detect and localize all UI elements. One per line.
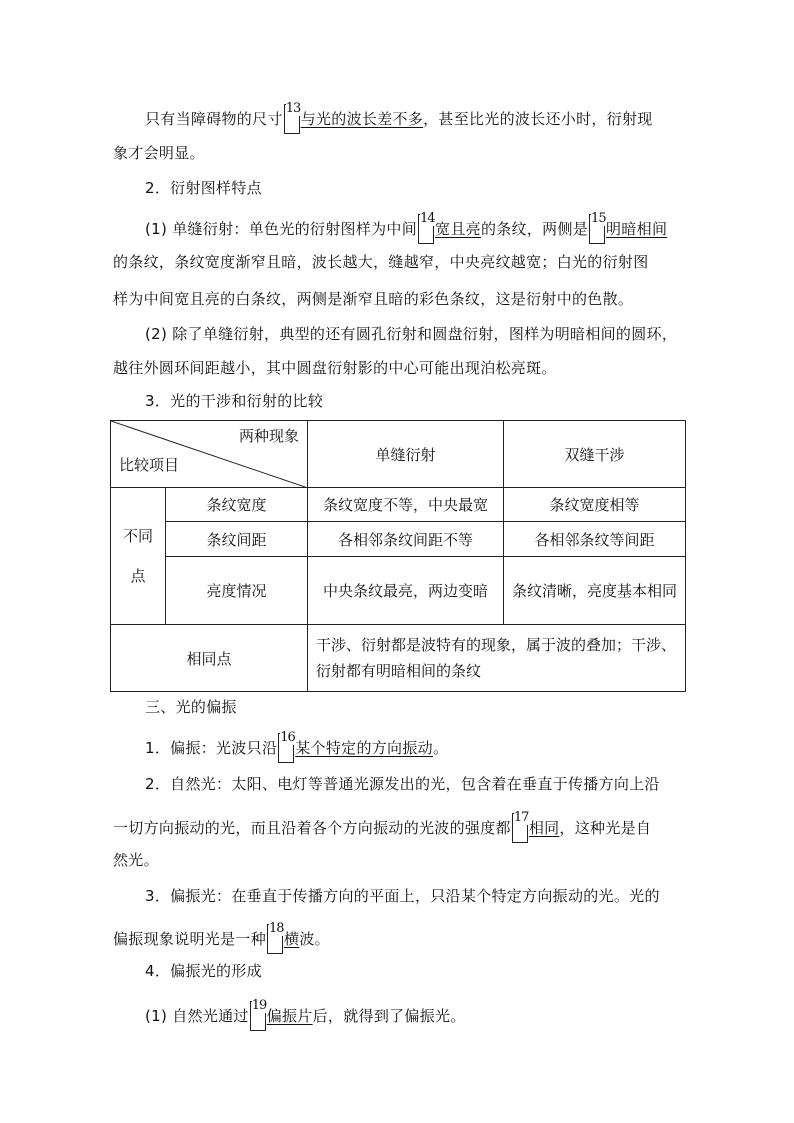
row-label-same: 相同点 — [111, 625, 308, 692]
cell-double-slit: 条纹宽度相等 — [504, 488, 686, 522]
answer-14: 宽且亮 — [435, 220, 481, 238]
paragraph-line — [113, 810, 652, 843]
paragraph-line: 样为中间宽且亮的白条纹，两侧是渐窄且暗的彩色条纹，这是衍射中的色散。 — [113, 290, 634, 308]
corner-top-label: 两种现象 — [238, 427, 299, 445]
blank-number: 19 — [251, 998, 267, 1013]
text: 象才会明显。 — [113, 144, 205, 162]
text: 后，就得到了偏振光。 — [312, 1007, 466, 1025]
blank-number: 16 — [280, 730, 295, 745]
text: 。 — [432, 739, 449, 757]
table-row — [111, 522, 686, 557]
paragraph-polarizer — [145, 998, 466, 1031]
row-label: 条纹宽度 — [166, 488, 308, 522]
answer-19: 偏振片 — [266, 1007, 313, 1025]
comparison-table — [110, 420, 686, 692]
blank-box-13 — [284, 101, 301, 134]
blank-box-18 — [267, 921, 284, 954]
cell-single-slit: 各相邻条纹间距不等 — [308, 522, 504, 557]
text: 的条纹，两侧是 — [480, 220, 589, 238]
cell-same-text: 干涉、衍射都是波特有的现象，属于波的叠加；干涉、衍射都有明暗相间的条纹 — [308, 625, 686, 692]
blank-box-16 — [278, 730, 295, 763]
text: 偏振现象说明光是一种 — [113, 930, 267, 948]
blank-box-14 — [418, 211, 435, 244]
text: 波。 — [299, 930, 330, 948]
blank-box-15 — [589, 211, 606, 244]
paragraph-polarization — [145, 730, 449, 763]
blank-box-19 — [250, 998, 267, 1031]
row-label: 条纹间距 — [166, 522, 308, 557]
row-label: 亮度情况 — [166, 557, 308, 625]
column-header-single-slit: 单缝衍射 — [308, 421, 504, 488]
paragraph-polarized-light: 3．偏振光：在垂直于传播方向的平面上，只沿某个特定方向振动的光。光的 — [145, 887, 660, 905]
cell-single-slit: 条纹宽度不等，中央最宽 — [308, 488, 504, 522]
paragraph-line — [113, 921, 330, 954]
answer-18: 横 — [284, 930, 300, 948]
paragraph-line: 的条纹，条纹宽度渐窄且暗，波长越大，缝越窄，中央亮纹越宽；白光的衍射图 — [113, 253, 649, 271]
blank-number: 14 — [420, 211, 435, 226]
answer-17: 相同 — [528, 819, 560, 837]
answer-15: 明暗相间 — [606, 220, 668, 238]
diagonal-header-cell — [111, 421, 308, 488]
paragraph-natural-light: 2．自然光：太阳、电灯等普通光源发出的光，包含着在垂直于传播方向上沿 — [145, 775, 660, 793]
section-title-polarization: 三、光的偏振 — [145, 698, 237, 716]
answer-13: 与光的波长差不多 — [300, 110, 424, 128]
blank-number: 13 — [285, 101, 301, 116]
text: (1) 单缝衍射：单色光的衍射图样为中间 — [145, 220, 418, 238]
cell-single-slit: 中央条纹最亮，两边变暗 — [308, 557, 504, 625]
paragraph-single-slit — [145, 211, 668, 244]
blank-box-17 — [512, 810, 529, 843]
blank-number: 18 — [269, 921, 284, 936]
table-header-row — [111, 421, 686, 488]
text: 只有当障碍物的尺寸 — [145, 110, 283, 128]
heading-4: 4．偏振光的形成 — [145, 962, 262, 980]
text: (1) 自然光通过 — [145, 1007, 249, 1025]
cell-double-slit: 条纹清晰，亮度基本相同 — [504, 557, 686, 625]
paragraph-circular-diffraction: (2) 除了单缝衍射，典型的还有圆孔衍射和圆盘衍射，图样为明暗相间的圆环， — [145, 325, 678, 343]
heading-2: 2．衍射图样特点 — [145, 179, 262, 197]
text: ，这种光是自 — [559, 819, 652, 837]
paragraph-diffraction-condition — [145, 101, 653, 134]
blank-number: 15 — [591, 211, 606, 226]
table-row — [111, 488, 686, 522]
heading-3: 3．光的干涉和衍射的比较 — [145, 392, 324, 410]
text: 1．偏振：光波只沿 — [145, 739, 278, 757]
answer-16: 某个特定的方向振动 — [295, 739, 433, 757]
column-header-double-slit: 双缝干涉 — [504, 421, 686, 488]
blank-number: 17 — [513, 810, 529, 825]
text: ，甚至比光的波长还小时，衍射现 — [423, 110, 653, 128]
group-label-different: 不同 点 — [111, 488, 166, 625]
corner-bottom-label: 比较项目 — [119, 456, 180, 474]
paragraph-line: 越往外圆环间距越小，其中圆盘衍射影的中心可能出现泊松亮斑。 — [113, 359, 557, 377]
table-row-same — [111, 625, 686, 692]
table-row — [111, 557, 686, 625]
paragraph-line: 然光。 — [113, 851, 159, 869]
paragraph-line — [113, 143, 205, 163]
text: 一切方向振动的光，而且沿着各个方向振动的光波的强度都 — [113, 819, 511, 837]
cell-double-slit: 各相邻条纹等间距 — [504, 522, 686, 557]
